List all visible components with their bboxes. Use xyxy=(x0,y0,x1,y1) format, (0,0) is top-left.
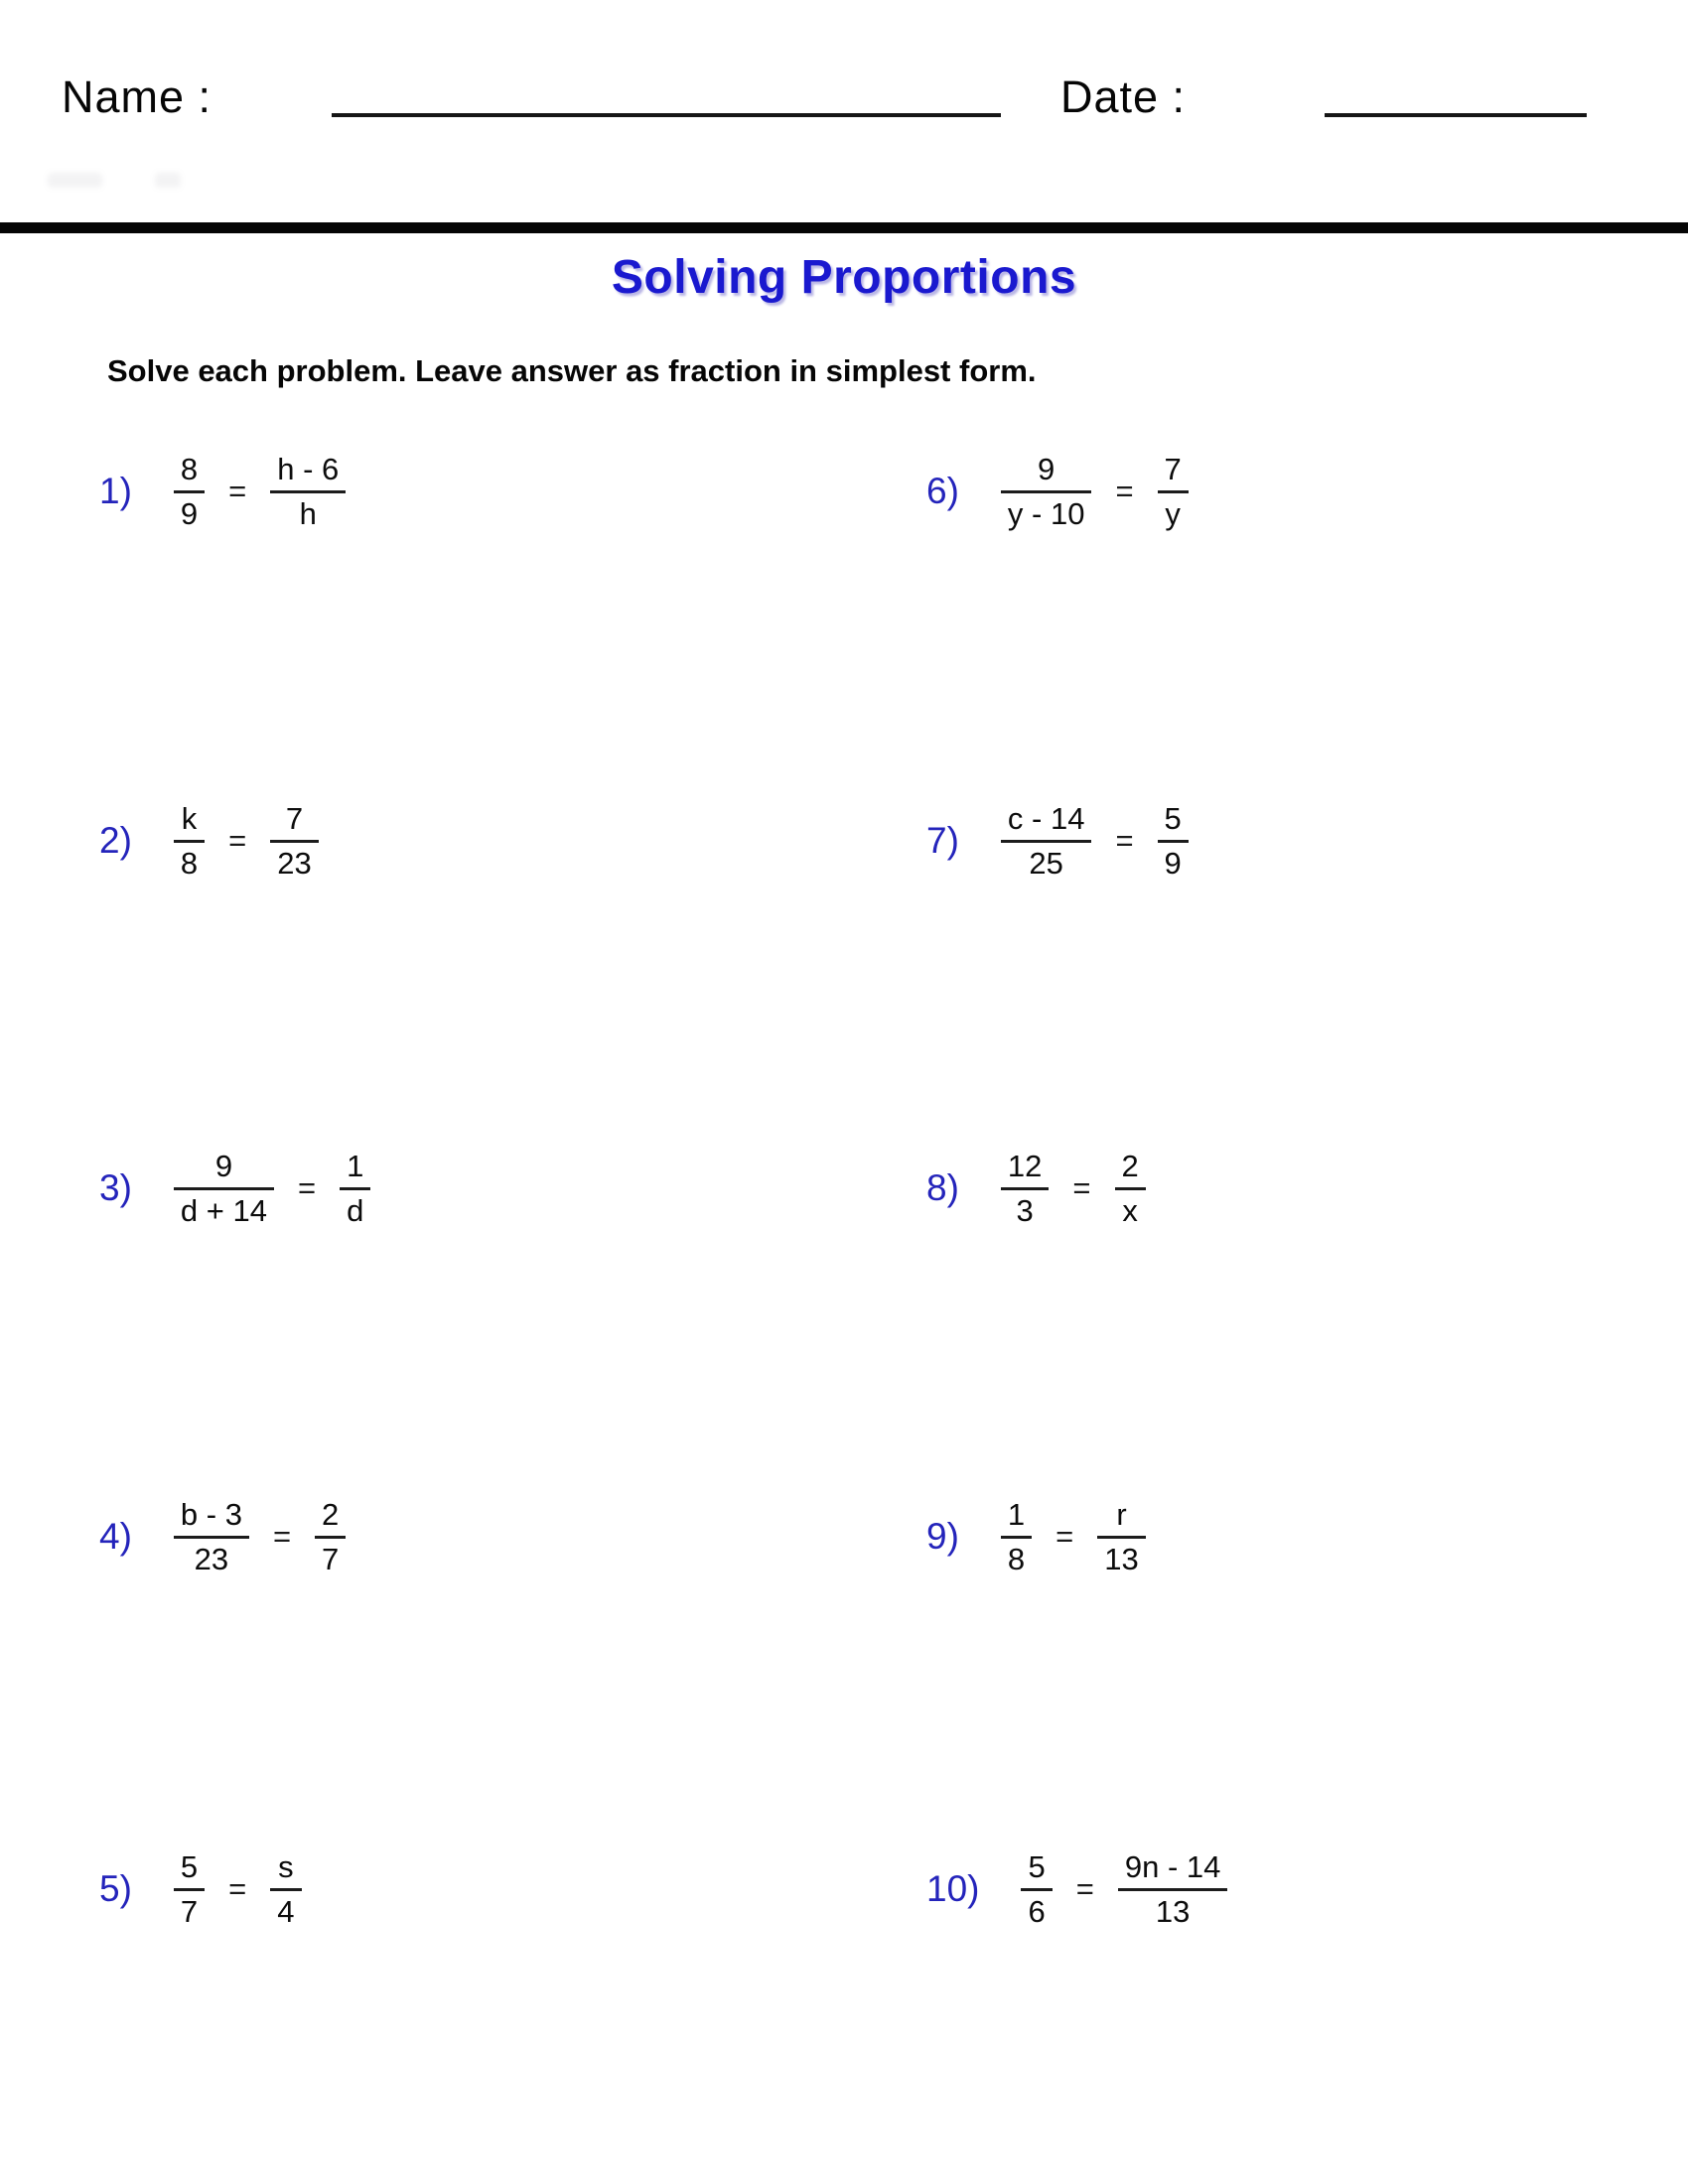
denominator: x xyxy=(1122,1192,1138,1228)
fraction-right xyxy=(1115,1149,1146,1228)
equals-sign: = xyxy=(1115,823,1134,858)
numerator: b - 3 xyxy=(180,1496,242,1532)
fraction-left xyxy=(174,1149,274,1228)
name-blank-line xyxy=(332,113,1001,117)
problem-10 xyxy=(926,1815,1227,1964)
equation xyxy=(174,801,319,881)
problem-3 xyxy=(99,1114,370,1263)
denominator: 6 xyxy=(1028,1893,1046,1929)
fraction-right xyxy=(1158,801,1189,881)
fraction-bar xyxy=(174,490,205,493)
fraction-bar xyxy=(315,1536,346,1539)
page-title: Solving Proportions xyxy=(611,251,1077,304)
numerator: 9 xyxy=(1038,451,1055,486)
numerator: 1 xyxy=(1007,1496,1026,1532)
fraction-bar xyxy=(1118,1888,1228,1891)
equals-sign: = xyxy=(272,1519,292,1554)
denominator: 9 xyxy=(180,495,199,531)
denominator: 25 xyxy=(1029,845,1063,881)
equation xyxy=(1021,1849,1227,1929)
problem-number: 4) xyxy=(99,1516,132,1557)
problem-8 xyxy=(926,1114,1146,1263)
fraction-left xyxy=(174,1497,249,1576)
equals-sign: = xyxy=(297,1170,317,1205)
denominator: 23 xyxy=(194,1541,229,1576)
fraction-bar xyxy=(1001,490,1092,493)
fraction-left xyxy=(1001,1497,1032,1576)
numerator: c - 14 xyxy=(1007,800,1085,836)
denominator: y xyxy=(1165,495,1181,531)
equals-sign: = xyxy=(1115,474,1134,508)
numerator: 8 xyxy=(180,451,199,486)
fraction-right xyxy=(1097,1497,1145,1576)
equation xyxy=(174,1849,302,1929)
fraction-right xyxy=(1118,1849,1228,1929)
problem-1 xyxy=(99,417,346,566)
denominator: 7 xyxy=(322,1541,340,1576)
equation xyxy=(174,1497,346,1576)
problem-2 xyxy=(99,766,319,915)
problem-number: 7) xyxy=(926,820,959,861)
problem-4 xyxy=(99,1462,346,1611)
fraction-right xyxy=(270,452,346,531)
fraction-bar xyxy=(1001,1536,1032,1539)
fraction-bar xyxy=(1158,490,1189,493)
fraction-left xyxy=(1021,1849,1052,1929)
numerator: 12 xyxy=(1007,1148,1043,1183)
problem-5 xyxy=(99,1815,302,1964)
equation xyxy=(1001,1497,1146,1576)
numerator: 9 xyxy=(214,1148,233,1183)
denominator: 13 xyxy=(1155,1893,1191,1929)
numerator: 5 xyxy=(1028,1848,1046,1884)
fraction-left xyxy=(174,452,205,531)
denominator: h xyxy=(299,495,317,531)
fraction-bar xyxy=(270,840,318,843)
fraction-left xyxy=(174,1849,205,1929)
numerator: 5 xyxy=(1164,800,1182,836)
denominator: d xyxy=(347,1192,364,1228)
numerator: 5 xyxy=(180,1848,199,1884)
fraction-bar xyxy=(1097,1536,1145,1539)
denominator: d + 14 xyxy=(180,1192,267,1228)
equation xyxy=(174,452,346,531)
problem-number: 2) xyxy=(99,820,132,861)
name-label: Name : xyxy=(62,71,212,122)
equals-sign: = xyxy=(228,1871,247,1906)
header-divider xyxy=(0,222,1688,233)
equals-sign: = xyxy=(228,474,247,508)
equation xyxy=(174,1149,370,1228)
fraction-bar xyxy=(1158,840,1189,843)
equals-sign: = xyxy=(1055,1519,1074,1554)
problem-6 xyxy=(926,417,1189,566)
fraction-left xyxy=(1001,1149,1049,1228)
fraction-right xyxy=(340,1149,370,1228)
denominator: 7 xyxy=(180,1893,199,1929)
fraction-bar xyxy=(340,1187,370,1190)
date-blank-line xyxy=(1325,113,1587,117)
denominator: 23 xyxy=(277,845,312,881)
problem-number: 3) xyxy=(99,1167,132,1208)
fraction-bar xyxy=(1115,1187,1146,1190)
fraction-right xyxy=(270,801,318,881)
numerator: 7 xyxy=(1164,451,1182,486)
denominator: y - 10 xyxy=(1007,495,1085,531)
equals-sign: = xyxy=(1072,1170,1091,1205)
denominator: 8 xyxy=(1007,1541,1026,1576)
fraction-right xyxy=(315,1497,346,1576)
numerator: r xyxy=(1116,1496,1127,1532)
numerator: 9n - 14 xyxy=(1124,1848,1221,1884)
fraction-bar xyxy=(174,1888,205,1891)
equation xyxy=(1001,1149,1146,1228)
numerator: 7 xyxy=(285,800,304,836)
watermark-smudge xyxy=(48,173,102,188)
denominator: 3 xyxy=(1016,1192,1034,1228)
fraction-bar xyxy=(174,1187,274,1190)
fraction-left xyxy=(1001,801,1092,881)
equals-sign: = xyxy=(228,823,247,858)
problem-7 xyxy=(926,766,1189,915)
equals-sign: = xyxy=(1075,1871,1094,1906)
problem-number: 6) xyxy=(926,471,959,511)
fraction-right xyxy=(1158,452,1189,531)
numerator: 2 xyxy=(1121,1148,1139,1183)
equation xyxy=(1001,801,1189,881)
equation xyxy=(1001,452,1189,531)
problem-number: 5) xyxy=(99,1868,132,1909)
numerator: k xyxy=(181,800,198,836)
fraction-left xyxy=(174,801,205,881)
fraction-bar xyxy=(1001,840,1092,843)
fraction-bar xyxy=(174,1536,249,1539)
numerator: 1 xyxy=(347,1148,364,1183)
fraction-bar xyxy=(1021,1888,1052,1891)
fraction-bar xyxy=(270,1888,301,1891)
watermark-smudge xyxy=(155,173,181,188)
instructions-text: Solve each problem. Leave answer as fraction in simplest form. xyxy=(107,353,1037,388)
problem-number: 9) xyxy=(926,1516,959,1557)
fraction-bar xyxy=(1001,1187,1049,1190)
fraction-bar xyxy=(174,840,205,843)
denominator: 13 xyxy=(1104,1541,1139,1576)
problem-number: 10) xyxy=(926,1868,980,1909)
denominator: 8 xyxy=(180,845,199,881)
problem-number: 1) xyxy=(99,471,132,511)
fraction-bar xyxy=(270,490,346,493)
date-label: Date : xyxy=(1060,71,1187,122)
numerator: s xyxy=(278,1848,294,1884)
watermark xyxy=(48,169,187,193)
numerator: h - 6 xyxy=(277,451,340,486)
denominator: 4 xyxy=(277,1893,295,1929)
fraction-left xyxy=(1001,452,1092,531)
numerator: 2 xyxy=(322,1496,340,1532)
fraction-right xyxy=(270,1849,301,1929)
problem-9 xyxy=(926,1462,1146,1611)
denominator: 9 xyxy=(1164,845,1182,881)
problem-number: 8) xyxy=(926,1167,959,1208)
